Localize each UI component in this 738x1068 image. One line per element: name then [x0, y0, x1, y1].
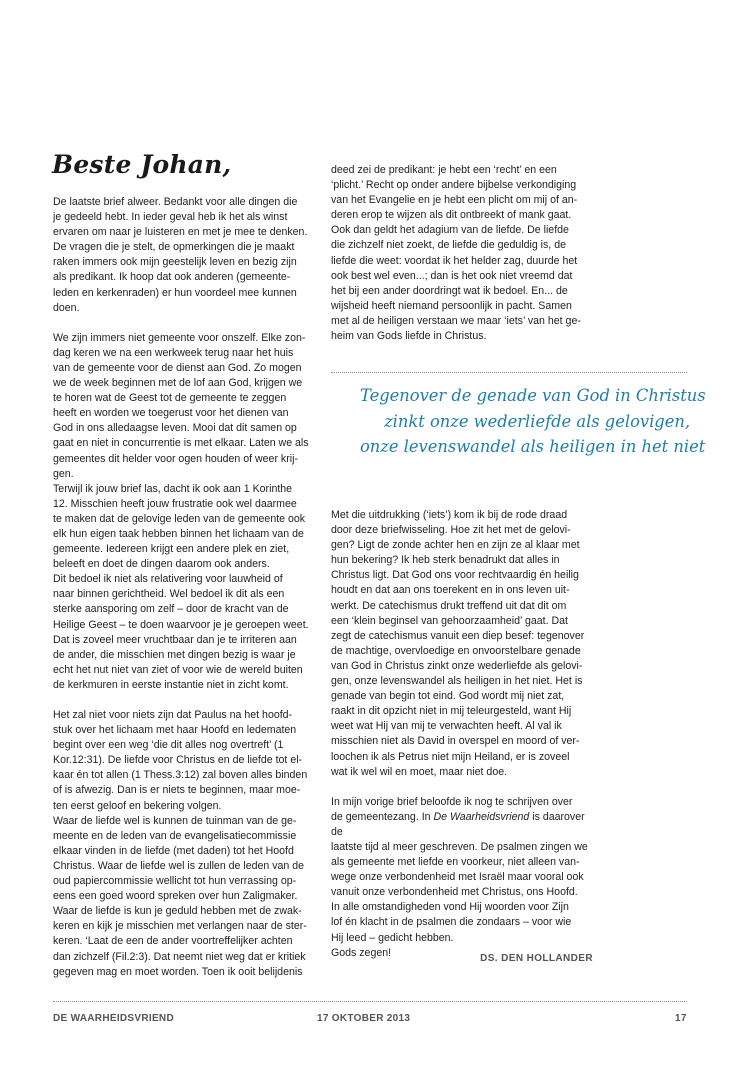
letter-salutation: Beste Johan, [52, 150, 232, 179]
pullquote-line: Tegenover de genade van God in Christus [360, 386, 706, 405]
pullquote-divider [331, 372, 687, 373]
pullquote-line: zinkt onze wederliefde als gelovigen, [384, 411, 690, 431]
paragraph: Dit bedoel ik niet als relativering voor lauwheid of naar binnen gerichtheid. Wel bedoel ik dit als een sterke aansporing om zelf – door de kracht van de Heilige Geest – te doen waarvoor je je geroepen weet. Dat is zoveel meer vruchtbaar dan je te irriteren aan de ander, die misschien met dingen bezig is waar je echt het nut niet van ziet of voor wie de wereld buiten de kerkmuren in eerste instantie niet in zicht komt. [53, 573, 309, 691]
right-column-bottom [331, 508, 597, 961]
footer-publication: DE WAARHEIDSVRIEND [53, 1013, 174, 1024]
closing-greeting: Gods zegen! [331, 946, 392, 959]
footer-date: 17 OKTOBER 2013 [317, 1013, 411, 1024]
paragraph: Waar de liefde wel is kunnen de tuinman van de ge- meente en de leden van de evangelisatiecommissie elkaar vinden in de liefde (met daden) tot het Hoofd Christus. Waar de liefde wel is zullen de leden van de oud papiercommissie wellicht tot hun verrassing op- eens een goed woord spreken over hun Zaligmaker. Waar de liefde is kun je geduld hebben met de zwak- keren en kijk je misschien met verlangen naar de ster- keren. ‘Laat de een de ander voortreffelijker achten dan zichzelf (Fil.2:3). Dat neemt niet weg dat er kritiek gegeven mag en moet worden. Toen ik ooit belijdenis [53, 814, 307, 978]
right-column-top [331, 163, 597, 344]
page-number: 17 [675, 1013, 687, 1024]
signature: DS. DEN HOLLANDER [480, 953, 593, 964]
publication-name: De Waarheidsvriend [433, 810, 530, 823]
paragraph: deed zei de predikant: je hebt een ‘recht’ en een ‘plicht.’ Recht op onder andere bijbelse verkondiging van het Evangelie en je hebt een plicht om mij of an- deren erop te wijzen als dit ontbreekt of mank gaat. Ook dan geldt het adagium van de liefde. De liefde die zichzelf niet zoekt, de liefde die geduldig is, de liefde die weet: voordat ik het helder zag, duurde het ook best wel even...; dan is het ook niet vreemd dat het bij een ander doordringt wat ik bedoel. En... de wijsheid heeft niemand persoonlijk in pacht. Samen met al de heiligen verstaan we maar ‘iets’ van het ge- heim van Gods liefde in Christus. [331, 164, 581, 343]
closing-paragraph [331, 795, 597, 946]
pullquote [360, 383, 706, 460]
footer-divider [53, 1001, 687, 1002]
closing-text: In mijn vorige brief beloofde ik nog te schrijven over de gemeentezang. In [331, 795, 573, 823]
paragraph: Met die uitdrukking (‘iets’) kom ik bij de rode draad door deze briefwisseling. Hoe zit het met de gelovi- gen? Ligt de zonde achter hen en zijn ze al klaar met hun bekering? Ik heb sterk benadrukt dat alles in Christus ligt. Dat God ons voor rechtvaardig én heilig houdt en dat aan ons toerekent en in ons leven uit- werkt. De catechismus drukt treffend uit dat dit om een ‘klein beginsel van gehoorzaamheid’ gaat. Dat zegt de catechismus vanuit een diep besef: tegenover de machtige, overvloedige en onvoorstelbare genade van God in Christus zinkt onze wederliefde als gelovi- gen, onze levenswandel als heiligen in het niet. Het is genade van begin tot eind. God wordt mij niet zat, raakt in dit opzicht niet in mij teleurgesteld, want Hij weet wat Hij van mij te verwachten heeft. Al val ik misschien niet als David in overspel en moord of ver- loochen ik als Petrus niet mijn Heiland, er is zoveel wat ik wel wil en moet, maar niet doe. [331, 509, 585, 778]
left-column [53, 195, 319, 980]
pullquote-line: onze levenswandel als heiligen in het niet [360, 437, 706, 456]
paragraph: Terwijl ik jouw brief las, dacht ik ook aan 1 Korinthe 12. Misschien heeft jouw frustratie ook wel daarmee te maken dat de gelovige leden van de gemeente ook elk hun eigen taak hebben binnen het lichaam van de gemeente. Iedereen krijgt een andere plek en ziet, beleeft en doet de dingen daarom ook anders. [53, 482, 306, 571]
paragraph: Het zal niet voor niets zijn dat Paulus na het hoofd- stuk over het lichaam met haar Hoofd en ledematen begint over een weg ‘die dit alles nog overtreft’ (1 Kor.12:31). De liefde voor Christus en de liefde tot el- kaar én tot allen (1 Thess.3:12) zal boven alles binden of is afwezig. Dan is er niets te beginnen, maar moe- ten eerst geloof en bekering volgen. [53, 709, 308, 812]
paragraph: De laatste brief alweer. Bedankt voor alle dingen die je gedeeld hebt. In ieder geval heb ik het als winst ervaren om naar je luisteren en met je mee te denken. De vragen die je stelt, de opmerkingen die je maakt raken immers ook mijn geestelijk leven en bezig zijn als predikant. Ik hoop dat ook anderen (gemeente- leden en kerkenraden) er hun voordeel mee kunnen doen. [53, 196, 308, 314]
closing-text: is daarover de laatste tijd al meer geschreven. De psalmen zingen we als gemeente met liefde en voorkeur, niet alleen van- wege onze verbondenheid met Israël maar vooral ook vanuit onze verbondenheid met Christus, ons Hoofd. In alle omstandigheden vond Hij woorden voor Zijn lof én klacht in de psalmen die zondaars – voor wie Hij leed – gedicht hebben. [331, 810, 588, 944]
paragraph: We zijn immers niet gemeente voor onszelf. Elke zon- dag keren we na een werkweek terug naar het huis van de gemeente voor de dienst aan God. Zo mogen we de week beginnen met de lof aan God, krijgen we te horen wat de Geest tot de gemeente te zeggen heeft en worden we toegerust voor het dienen van God in ons alledaagse leven. Mooi dat dit samen op gaat en niet in concurrentie is met elkaar. Laten we als gemeentes dit helder voor ogen houden of weer krij- gen. [53, 331, 309, 480]
